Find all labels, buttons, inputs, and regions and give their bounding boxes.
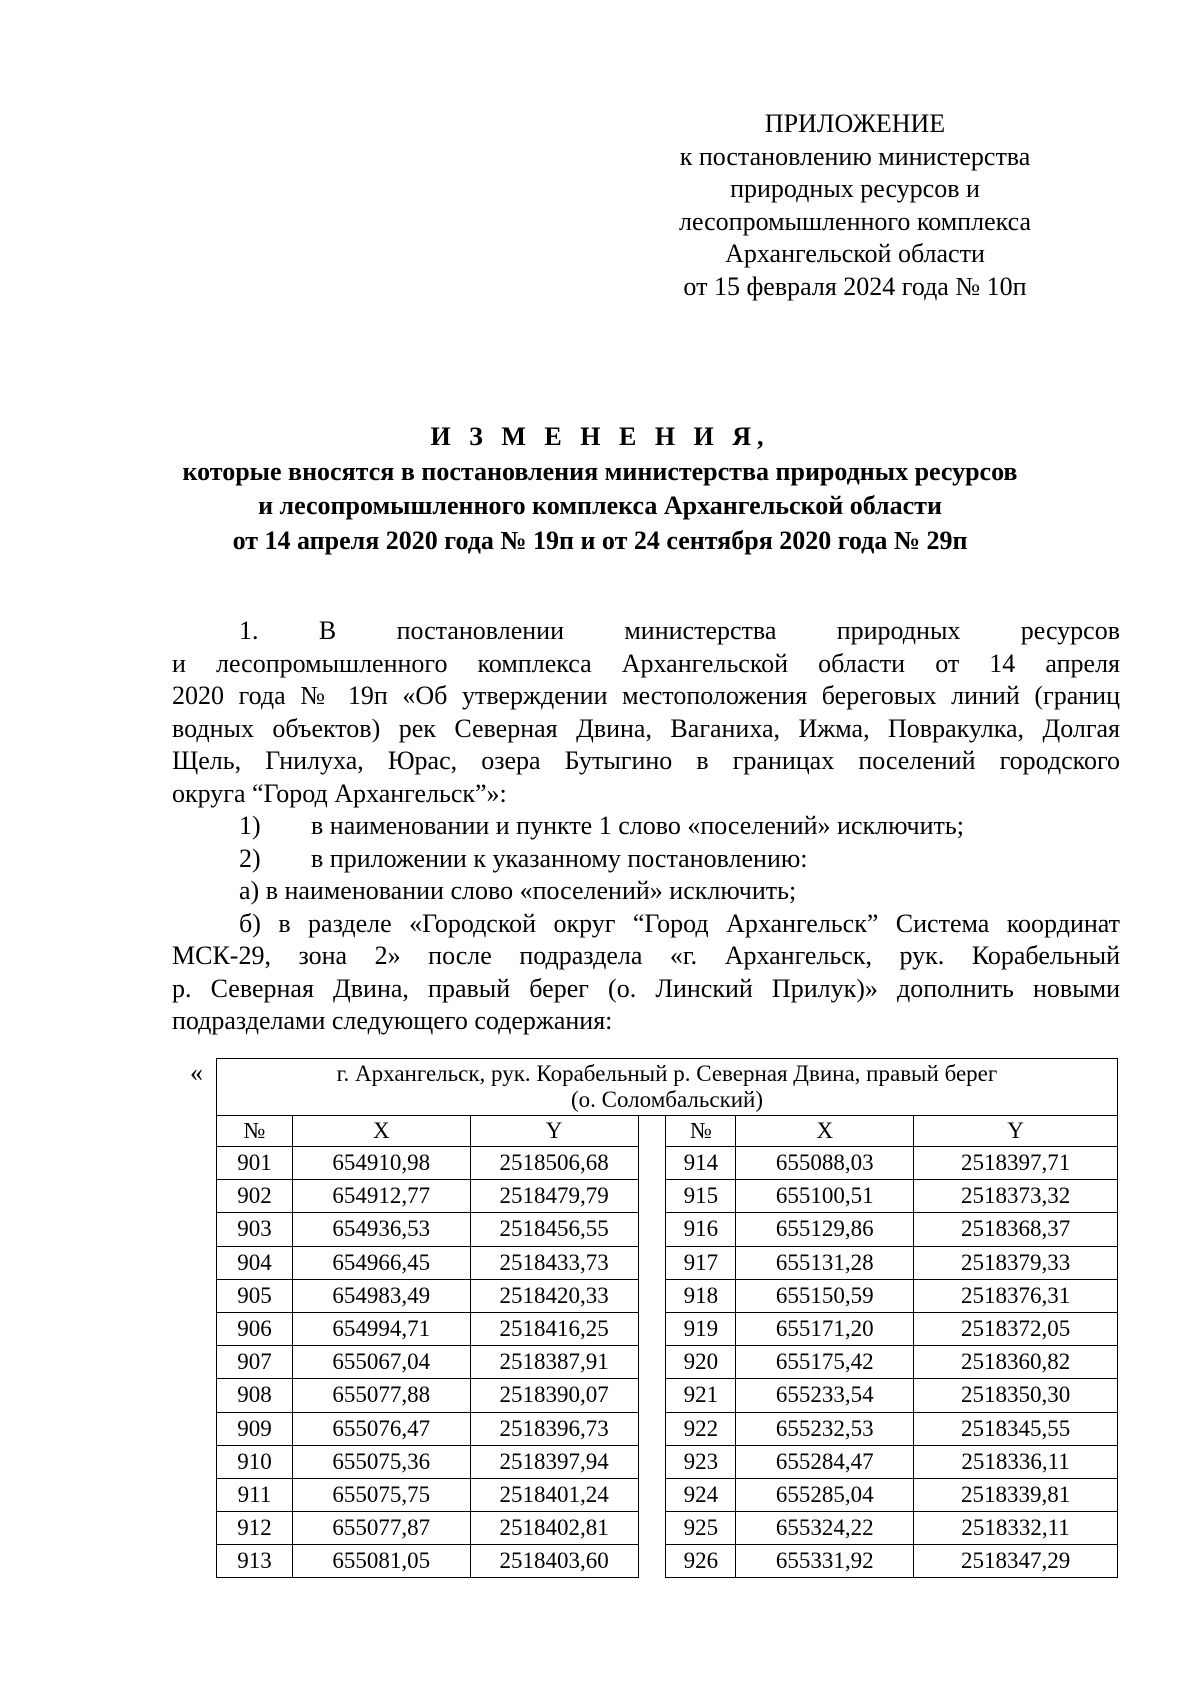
table-cell: 2518390,07 xyxy=(470,1379,638,1412)
table-cell: 654983,49 xyxy=(292,1279,470,1312)
table-cell: 2518372,05 xyxy=(914,1312,1118,1345)
sub-item-b-line: р. Северная Двина, правый берег (о. Линский Прилук)» дополнить новыми xyxy=(172,973,1120,1003)
annex-line: лесопромышленного комплекса xyxy=(678,206,1031,236)
list-item-text: в приложении к указанному постановлению: xyxy=(311,843,808,873)
table-gap-cell xyxy=(638,1545,666,1578)
table-row xyxy=(217,1478,1118,1511)
table-row xyxy=(217,1312,1118,1345)
table-row xyxy=(217,1246,1118,1279)
sub-item-a: а) в наименовании слово «поселений» исключить; xyxy=(239,876,797,905)
table-cell: 655285,04 xyxy=(736,1478,914,1511)
table-cell: 2518339,81 xyxy=(914,1478,1118,1511)
table-cell: 2518347,29 xyxy=(914,1545,1118,1578)
table-row xyxy=(217,1412,1118,1445)
table-cell: 920 xyxy=(666,1346,736,1379)
table-gap-cell xyxy=(638,1512,666,1545)
table-row xyxy=(217,1512,1118,1545)
table-cell: 2518360,82 xyxy=(914,1346,1118,1379)
table-row xyxy=(217,1279,1118,1312)
table-row xyxy=(217,1213,1118,1246)
table-gap-cell xyxy=(638,1346,666,1379)
table-cell: 2518420,33 xyxy=(470,1279,638,1312)
table-cell: 926 xyxy=(666,1545,736,1578)
paragraph-1-line: 1. В постановлении министерства природных ресурсов xyxy=(239,616,1120,645)
table-cell: 909 xyxy=(217,1412,293,1445)
table-row xyxy=(217,1180,1118,1213)
table-cell: 913 xyxy=(217,1545,293,1578)
table-cell: 2518456,55 xyxy=(470,1213,638,1246)
list-item-number: 1) xyxy=(239,811,261,840)
paragraph-1-line: и лесопромышленного комплекса Архангельской области от 14 апреля xyxy=(172,648,1120,678)
column-header: X xyxy=(292,1116,470,1147)
table-cell: 2518416,25 xyxy=(470,1312,638,1345)
table-cell: 2518336,11 xyxy=(914,1445,1118,1478)
table-cell: 655171,20 xyxy=(736,1312,914,1345)
annex-date-line: от 15 февраля 2024 года № 10п xyxy=(683,271,1027,301)
table-cell: 2518479,79 xyxy=(470,1180,638,1213)
column-header: Y xyxy=(914,1116,1118,1147)
table-cell: 654910,98 xyxy=(292,1147,470,1180)
paragraph-1-line: Щель, Гнилуха, Юрас, озера Бутыгино в границах поселений городского xyxy=(172,746,1120,775)
table-cell: 910 xyxy=(217,1445,293,1478)
table-row xyxy=(217,1147,1118,1180)
table-cell: 925 xyxy=(666,1512,736,1545)
table-cell: 655076,47 xyxy=(292,1412,470,1445)
table-row xyxy=(217,1379,1118,1412)
table-cell: 2518368,37 xyxy=(914,1213,1118,1246)
table-cell: 917 xyxy=(666,1246,736,1279)
table-cell: 916 xyxy=(666,1213,736,1246)
table-cell: 655077,88 xyxy=(292,1379,470,1412)
table-cell: 2518403,60 xyxy=(470,1545,638,1578)
table-cell: 655131,28 xyxy=(736,1246,914,1279)
annex-line: природных ресурсов и xyxy=(730,174,980,203)
table-cell: 655331,92 xyxy=(736,1545,914,1578)
title-line: которые вносятся в постановления министерства природных ресурсов xyxy=(182,456,1018,486)
table-caption xyxy=(217,1059,1118,1116)
table-gap-cell xyxy=(638,1412,666,1445)
table-cell: 654994,71 xyxy=(292,1312,470,1345)
table-cell: 907 xyxy=(217,1346,293,1379)
sub-item-b-line: подразделами следующего содержания: xyxy=(172,1006,613,1035)
table-cell: 655067,04 xyxy=(292,1346,470,1379)
table-header-row xyxy=(217,1116,1118,1147)
table-cell: 905 xyxy=(217,1279,293,1312)
table-cell: 904 xyxy=(217,1246,293,1279)
table-gap-cell xyxy=(638,1213,666,1246)
table-cell: 2518379,33 xyxy=(914,1246,1118,1279)
table-cell: 655088,03 xyxy=(736,1147,914,1180)
opening-quote: « xyxy=(190,1058,203,1087)
table-cell: 902 xyxy=(217,1180,293,1213)
table-cell: 2518373,32 xyxy=(914,1180,1118,1213)
column-header: № xyxy=(666,1116,736,1147)
table-cell: 2518387,91 xyxy=(470,1346,638,1379)
paragraph-1-line: водных объектов) рек Северная Двина, Ваганиха, Ижма, Повракулка, Долгая xyxy=(172,713,1120,743)
table-cell: 924 xyxy=(666,1478,736,1511)
table-gap-cell xyxy=(638,1445,666,1478)
table-cell: 655284,47 xyxy=(736,1445,914,1478)
title-line: от 14 апреля 2020 года № 19п и от 24 сентября 2020 года № 29п xyxy=(232,525,968,555)
table-cell: 918 xyxy=(666,1279,736,1312)
table-gap-cell xyxy=(638,1312,666,1345)
table-cell: 655075,75 xyxy=(292,1478,470,1511)
table-cell: 908 xyxy=(217,1379,293,1412)
table-cell: 2518396,73 xyxy=(470,1412,638,1445)
table-cell: 921 xyxy=(666,1379,736,1412)
table-gap-cell xyxy=(638,1478,666,1511)
table-cell: 2518433,73 xyxy=(470,1246,638,1279)
paragraph-1-line: 2020 года № 19п «Об утверждении местоположения береговых линий (границ xyxy=(172,681,1120,710)
table-cell: 922 xyxy=(666,1412,736,1445)
table-cell: 655075,36 xyxy=(292,1445,470,1478)
table-cell: 655077,87 xyxy=(292,1512,470,1545)
column-header: № xyxy=(217,1116,293,1147)
table-cell: 654966,45 xyxy=(292,1246,470,1279)
table-cell: 2518376,31 xyxy=(914,1279,1118,1312)
title-line: и лесопромышленного комплекса Архангельской области xyxy=(258,491,942,520)
table-gap-cell xyxy=(638,1147,666,1180)
table-gap-cell xyxy=(638,1180,666,1213)
paragraph-1-line: округа “Город Архангельск”»: xyxy=(172,778,507,808)
table-gap-cell xyxy=(638,1279,666,1312)
table-row xyxy=(217,1346,1118,1379)
document-body xyxy=(172,615,1120,1038)
table-cell: 655175,42 xyxy=(736,1346,914,1379)
list-item-2 xyxy=(172,843,1120,876)
table-cell: 914 xyxy=(666,1147,736,1180)
caption-line: (о. Соломбальский) xyxy=(570,1087,764,1112)
table-row xyxy=(217,1445,1118,1478)
annex-block xyxy=(640,108,1070,303)
list-item-1 xyxy=(172,810,1120,843)
table-cell: 915 xyxy=(666,1180,736,1213)
table-cell: 2518401,24 xyxy=(470,1478,638,1511)
table-cell: 901 xyxy=(217,1147,293,1180)
caption-line: г. Архангельск, рук. Корабельный р. Северная Двина, правый берег xyxy=(336,1061,998,1086)
table-cell: 906 xyxy=(217,1312,293,1345)
table-cell: 2518397,71 xyxy=(914,1147,1118,1180)
table-cell: 654912,77 xyxy=(292,1180,470,1213)
table-cell: 2518402,81 xyxy=(470,1512,638,1545)
table-gap-cell xyxy=(638,1246,666,1279)
table-cell: 912 xyxy=(217,1512,293,1545)
column-header: Y xyxy=(470,1116,638,1147)
sub-item-b-line: МСК-29, зона 2» после подраздела «г. Архангельск, рук. Корабельный xyxy=(172,941,1120,970)
column-header: X xyxy=(736,1116,914,1147)
table-cell: 2518345,55 xyxy=(914,1412,1118,1445)
annex-line: Архангельской области xyxy=(725,239,985,268)
table-gap-cell xyxy=(638,1116,666,1147)
table-cell: 919 xyxy=(666,1312,736,1345)
table-cell: 655100,51 xyxy=(736,1180,914,1213)
list-item-text: в наименовании и пункте 1 слово «поселений» исключить; xyxy=(311,811,964,840)
table-cell: 2518506,68 xyxy=(470,1147,638,1180)
table-cell: 655232,53 xyxy=(736,1412,914,1445)
table-cell: 655081,05 xyxy=(292,1545,470,1578)
table-cell: 654936,53 xyxy=(292,1213,470,1246)
table-cell: 655129,86 xyxy=(736,1213,914,1246)
list-item-number: 2) xyxy=(239,843,261,873)
annex-line: к постановлению министерства xyxy=(679,141,1031,171)
table-cell: 903 xyxy=(217,1213,293,1246)
table-cell: 2518350,30 xyxy=(914,1379,1118,1412)
title-heading: И З М Е Н Е Н И Я, xyxy=(430,422,770,451)
annex-title: ПРИЛОЖЕНИЕ xyxy=(764,109,946,138)
table-cell: 2518332,11 xyxy=(914,1512,1118,1545)
table-cell: 2518397,94 xyxy=(470,1445,638,1478)
table-cell: 655150,59 xyxy=(736,1279,914,1312)
sub-item-b-line: б) в разделе «Городской округ “Город Архангельск” Система координат xyxy=(239,908,1120,938)
table-cell: 655324,22 xyxy=(736,1512,914,1545)
coordinates-table xyxy=(216,1058,1118,1578)
table-cell: 655233,54 xyxy=(736,1379,914,1412)
table-cell: 923 xyxy=(666,1445,736,1478)
table-cell: 911 xyxy=(217,1478,293,1511)
table-caption-row xyxy=(217,1059,1118,1116)
table-row xyxy=(217,1545,1118,1578)
table-gap-cell xyxy=(638,1379,666,1412)
document-title xyxy=(130,420,1070,558)
